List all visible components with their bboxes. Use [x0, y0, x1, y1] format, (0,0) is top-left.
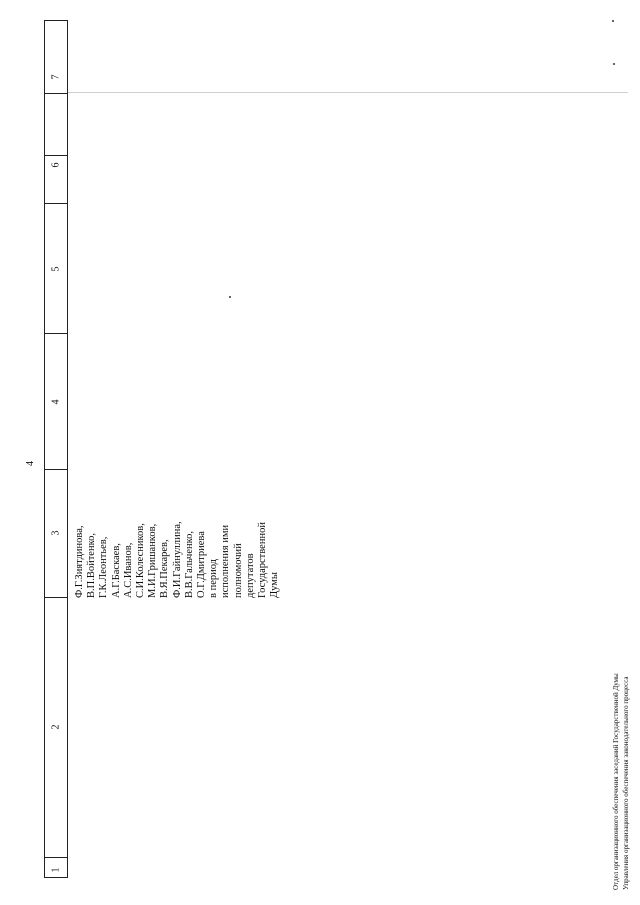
footer-line-2: Управления организационного обеспечения законодательного процесса	[622, 676, 630, 890]
column-separator	[45, 469, 67, 470]
column-separator	[45, 155, 67, 156]
name-line: Думы	[269, 572, 281, 598]
footer-line-1: Отдел организационного обеспечения заседаний Государственной Думы	[612, 673, 620, 890]
guide-line	[68, 92, 628, 93]
name-line: депутатов	[244, 553, 256, 598]
column-number-6: 6	[50, 162, 61, 168]
column-separator	[45, 597, 67, 598]
column-separator	[45, 203, 67, 204]
column-separator	[45, 857, 67, 858]
column-separator	[45, 333, 67, 334]
name-line: А.С.Иванов,	[122, 542, 134, 598]
name-line: исполнения ими	[220, 524, 232, 598]
table-header-strip	[44, 20, 68, 878]
column-separator	[45, 93, 67, 94]
column-number-3: 3	[50, 530, 61, 536]
name-line: М.И.Гришанков,	[147, 523, 159, 598]
column-number-2: 2	[50, 724, 61, 730]
name-line: С.И.Колесников,	[135, 523, 146, 598]
column-number-4: 4	[50, 399, 61, 405]
column-number-1: 1	[50, 867, 61, 873]
page-number: 4	[25, 461, 36, 466]
scan-dot	[612, 20, 614, 22]
column-number-7: 7	[50, 74, 61, 80]
column-number-5: 5	[50, 266, 61, 272]
name-line: В.П.Войтенко,	[86, 532, 98, 598]
name-line: Государственной	[257, 522, 268, 598]
name-line: А.Г.Баскаев,	[110, 543, 122, 598]
name-line: О.Г.Дмитриева	[196, 531, 207, 598]
name-line: Ф.И.Гайнуллина,	[171, 521, 183, 598]
name-line: Г.К.Леонтьев,	[98, 536, 110, 598]
name-line: Ф.Г.Зиятдинова,	[74, 525, 85, 598]
scan-dot	[229, 296, 231, 298]
name-line: в период	[208, 558, 220, 598]
name-line: полномочий	[232, 543, 244, 598]
name-line: В.Я.Пекарев,	[159, 539, 171, 598]
scan-dot	[613, 63, 615, 65]
name-line: В.В.Гальченко,	[183, 530, 195, 598]
